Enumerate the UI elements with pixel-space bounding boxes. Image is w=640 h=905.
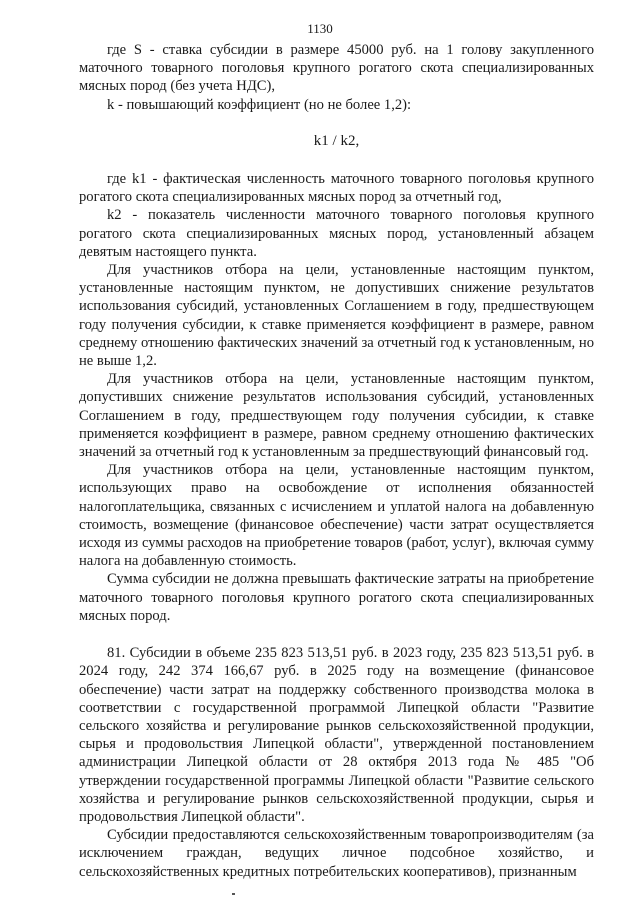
paragraph-k1-definition: где k1 - фактическая численность маточного товарного поголовья крупного рогатого скота специализированных мясных пород за отчетный год, — [79, 171, 594, 206]
paragraph-k2-definition: k2 - показатель численности маточного товарного поголовья крупного рогатого скота специализированных мясных пород, установленный абзацем девятым настоящего пункта. — [79, 207, 594, 260]
paragraph-subsidy-limit: Сумма субсидии не должна превышать фактические затраты на приобретение маточного товарного поголовья крупного рогатого скота специализированных мясных пород. — [79, 571, 594, 624]
scan-speck — [232, 893, 235, 895]
paragraph-no-decrease: Для участников отбора на цели, установленные настоящим пунктом, установленные настоящим пунктом, не допустивших снижение результатов использования субсидий, установленных Соглашением в году, предшествующем году получения субсидии, к ставке применяется коэффициент в размере, равном среднему отношению фактических значений за отчетный год к установленным, но не выше 1,2. — [79, 262, 594, 370]
section-gap — [79, 625, 594, 644]
paragraph-section-81: 81. Субсидии в объеме 235 823 513,51 руб. в 2023 году, 235 823 513,51 руб. в 2024 году, 242 374 166,67 руб. в 2025 году на возмещение (финансовое обеспечение) части затрат на поддержку собственного производства молока в соответствии с государственной программой Липецкой области "Развитие сельского хозяйства и регулирование рынков сельскохозяйственной продукции, сырья и продовольствия Липецкой области", утвержденной постановлением администрации Липецкой области от 28 октября 2013 года № 485 "Об утверждении государственной программы Липецкой области "Развитие сельского хозяйства и регулирование рынков сельскохозяйственной продукции, сырья и продовольствия Липецкой области". — [79, 645, 594, 825]
paragraph-vat-exemption: Для участников отбора на цели, установленные настоящим пунктом, использующих право на освобождение от исполнения обязанностей налогоплательщика, связанных с исчислением и уплатой налога на добавленную стоимость, возмещение (финансовое обеспечение) части затрат осуществляется исходя из суммы расходов на приобретение товаров (работ, услуг), включая сумму налога на добавленную стоимость. — [79, 462, 594, 570]
paragraph-rate-definition: где S - ставка субсидии в размере 45000 руб. на 1 голову закупленного маточного товарного поголовья крупного рогатого скота специализированных мясных пород (без учета НДС), — [79, 42, 594, 95]
paragraph-k-definition: k - повышающий коэффициент (но не более 1,2): — [107, 96, 412, 113]
paragraph-subsidy-recipients: Субсидии предоставляются сельскохозяйственным товаропроизводителям (за исключением граждан, ведущих личное подсобное хозяйство, и сельскохозяйственных кредитных потребительских кооперативов), признанным — [79, 827, 594, 880]
paragraph-with-decrease: Для участников отбора на цели, установленные настоящим пунктом, допустивших снижение результатов использования субсидий, установленных Соглашением в году, предшествующем году получения субсидии, к ставке применяется коэффициент в размере, равном среднему отношению фактических значений за отчетный год к установленным за предшествующий финансовый год. — [79, 371, 594, 461]
document-body — [79, 41, 594, 881]
page-number: 1130 — [307, 21, 333, 36]
formula-k1-k2: k1 / k2, — [313, 132, 360, 149]
